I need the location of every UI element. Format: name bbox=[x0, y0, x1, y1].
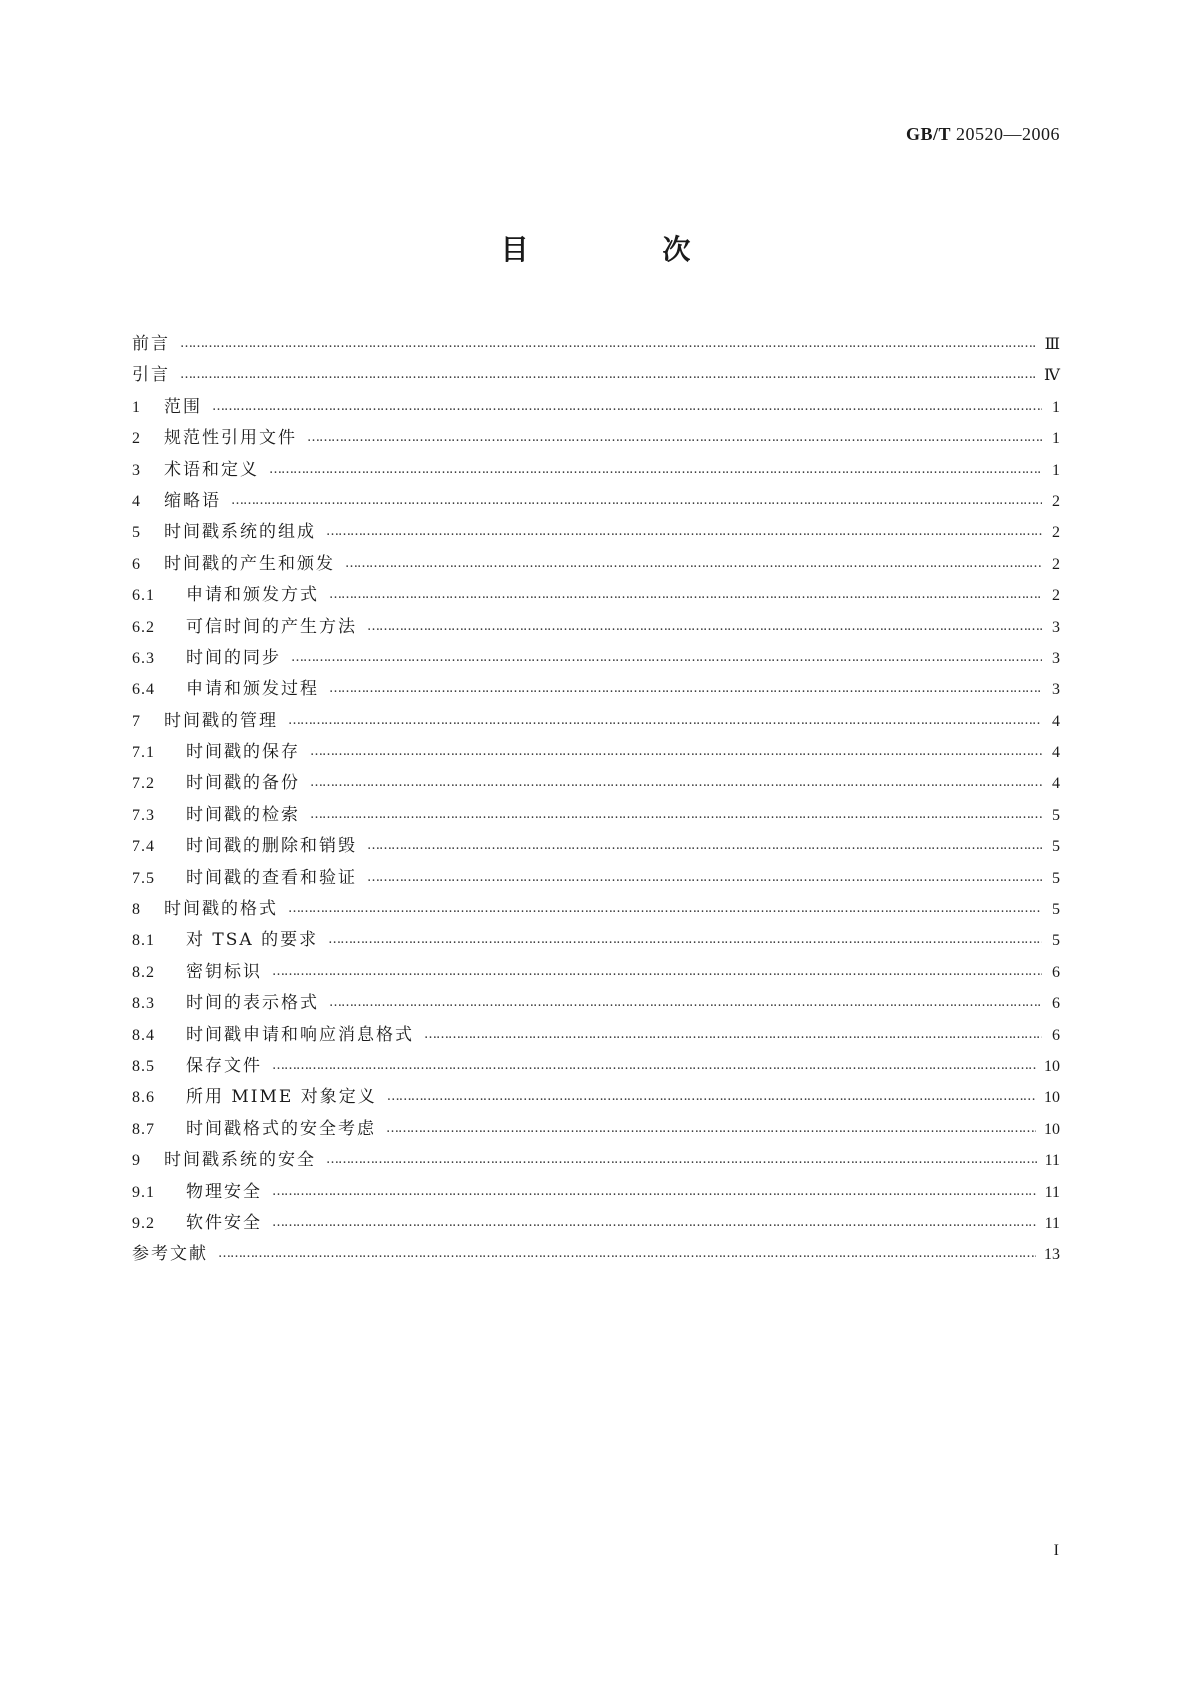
toc-entry[interactable] bbox=[132, 455, 1060, 486]
toc-entry-number: 5 bbox=[132, 524, 141, 542]
toc-dot-leader bbox=[231, 489, 1042, 506]
toc-entry-number: 1 bbox=[132, 398, 141, 416]
toc-entry-page: 10 bbox=[1044, 1057, 1060, 1075]
toc-entry-title: 时间戳的产生和颁发 bbox=[164, 553, 335, 574]
toc-entry[interactable] bbox=[132, 706, 1060, 737]
toc-entry-title: 时间戳的格式 bbox=[164, 899, 278, 920]
toc-entry-page: 1 bbox=[1052, 430, 1060, 448]
toc-entry[interactable] bbox=[132, 831, 1060, 862]
toc-dot-leader bbox=[310, 771, 1042, 788]
toc-entry-title: 软件安全 bbox=[186, 1212, 262, 1233]
toc-entry-title: 规范性引用文件 bbox=[164, 428, 297, 449]
toc-entry-number: 8.6 bbox=[132, 1089, 155, 1107]
toc-dot-leader bbox=[310, 740, 1042, 757]
toc-dot-leader bbox=[345, 552, 1042, 569]
toc-entry[interactable] bbox=[132, 988, 1060, 1019]
toc-entry-page: 5 bbox=[1052, 869, 1060, 887]
toc-dot-leader bbox=[367, 834, 1042, 851]
toc-entry-number: 9 bbox=[132, 1152, 141, 1170]
toc-dot-leader bbox=[424, 1023, 1042, 1040]
toc-entry-number: 6.3 bbox=[132, 649, 155, 667]
toc-entry-title: 时间戳申请和响应消息格式 bbox=[186, 1024, 414, 1045]
toc-entry-number: 3 bbox=[132, 461, 141, 479]
toc-dot-leader bbox=[212, 395, 1042, 412]
toc-dot-leader bbox=[386, 1117, 1036, 1134]
toc-dot-leader bbox=[291, 646, 1042, 663]
toc-entry-page: 5 bbox=[1052, 838, 1060, 856]
toc-entry[interactable] bbox=[132, 768, 1060, 799]
toc-entry[interactable] bbox=[132, 925, 1060, 956]
toc-entry-number: 4 bbox=[132, 492, 141, 510]
toc-entry-number: 8.7 bbox=[132, 1120, 155, 1138]
toc-entry[interactable] bbox=[132, 360, 1060, 391]
toc-entry-page: 4 bbox=[1052, 712, 1060, 730]
toc-entry-page: Ⅳ bbox=[1044, 367, 1060, 385]
toc-entry-page: 1 bbox=[1052, 398, 1060, 416]
toc-entry-page: Ⅲ bbox=[1044, 336, 1060, 353]
toc-entry-title: 时间戳的管理 bbox=[164, 710, 278, 731]
toc-dot-leader bbox=[272, 1180, 1037, 1197]
toc-entry-number: 7.1 bbox=[132, 744, 155, 762]
toc-entry[interactable] bbox=[132, 1051, 1060, 1082]
toc-dot-leader bbox=[329, 991, 1042, 1008]
toc-entry-page: 5 bbox=[1052, 901, 1060, 919]
toc-dot-leader bbox=[326, 1148, 1037, 1165]
toc-entry-title: 申请和颁发过程 bbox=[186, 679, 319, 700]
toc-entry-title: 时间戳系统的组成 bbox=[164, 522, 316, 543]
standard-number: 20520—2006 bbox=[956, 124, 1060, 144]
toc-entry[interactable] bbox=[132, 800, 1060, 831]
toc-entry[interactable] bbox=[132, 392, 1060, 423]
toc-entry[interactable] bbox=[132, 612, 1060, 643]
toc-entry[interactable] bbox=[132, 643, 1060, 674]
toc-dot-leader bbox=[329, 677, 1042, 694]
toc-entry-page: 4 bbox=[1052, 775, 1060, 793]
toc-entry[interactable] bbox=[132, 957, 1060, 988]
toc-entry-page: 11 bbox=[1044, 1152, 1060, 1170]
toc-entry-title: 时间戳格式的安全考虑 bbox=[186, 1118, 376, 1139]
toc-entry-number: 7.3 bbox=[132, 806, 155, 824]
toc-entry-title: 保存文件 bbox=[186, 1055, 262, 1076]
toc-dot-leader bbox=[307, 426, 1042, 443]
toc-entry-title: 时间戳的删除和销毁 bbox=[186, 836, 357, 857]
toc-entry[interactable] bbox=[132, 549, 1060, 580]
toc-entry-page: 6 bbox=[1052, 1026, 1060, 1044]
toc-entry[interactable] bbox=[132, 1020, 1060, 1051]
toc-entry-title: 时间戳的备份 bbox=[186, 773, 300, 794]
toc-dot-leader bbox=[288, 709, 1042, 726]
toc-entry-page: 3 bbox=[1052, 649, 1060, 667]
toc-entry-page: 3 bbox=[1052, 681, 1060, 699]
toc-entry-title: 密钥标识 bbox=[186, 961, 262, 982]
toc-dot-leader bbox=[310, 803, 1042, 820]
toc-entry-page: 6 bbox=[1052, 963, 1060, 981]
toc-entry-title: 所用 MIME 对象定义 bbox=[186, 1087, 377, 1108]
toc-entry-number: 8 bbox=[132, 901, 141, 919]
toc-entry[interactable] bbox=[132, 1145, 1060, 1176]
toc-dot-leader bbox=[367, 615, 1042, 632]
toc-entry[interactable] bbox=[132, 737, 1060, 768]
toc-entry-number: 7 bbox=[132, 712, 141, 730]
toc-entry-page: 2 bbox=[1052, 555, 1060, 573]
toc-dot-leader bbox=[272, 960, 1042, 977]
toc-entry-page: 5 bbox=[1052, 932, 1060, 950]
toc-entry-page: 13 bbox=[1044, 1246, 1060, 1264]
toc-entry[interactable] bbox=[132, 517, 1060, 548]
table-of-contents bbox=[132, 329, 1060, 1271]
toc-entry-title: 前言 bbox=[132, 334, 170, 354]
toc-entry-title: 引言 bbox=[132, 365, 170, 386]
toc-entry-number: 9.1 bbox=[132, 1183, 155, 1201]
toc-entry[interactable] bbox=[132, 1114, 1060, 1145]
toc-entry-page: 6 bbox=[1052, 995, 1060, 1013]
toc-entry-number: 7.5 bbox=[132, 869, 155, 887]
toc-entry-number: 8.1 bbox=[132, 932, 155, 950]
toc-dot-leader bbox=[326, 520, 1042, 537]
standard-prefix: GB/T bbox=[905, 124, 951, 144]
toc-entry-page: 11 bbox=[1044, 1183, 1060, 1201]
page-number: I bbox=[1053, 1542, 1059, 1559]
toc-entry[interactable] bbox=[132, 1239, 1060, 1270]
toc-dot-leader bbox=[367, 866, 1042, 883]
toc-dot-leader bbox=[288, 897, 1042, 914]
toc-entry-number: 8.4 bbox=[132, 1026, 155, 1044]
toc-entry-title: 时间戳的查看和验证 bbox=[186, 867, 357, 888]
toc-dot-leader bbox=[269, 458, 1042, 475]
toc-entry-title: 可信时间的产生方法 bbox=[186, 616, 357, 637]
toc-entry-title: 缩略语 bbox=[164, 490, 221, 511]
toc-entry[interactable] bbox=[132, 1177, 1060, 1208]
toc-dot-leader bbox=[272, 1211, 1037, 1228]
toc-entry[interactable] bbox=[132, 486, 1060, 517]
toc-entry-page: 2 bbox=[1052, 492, 1060, 510]
toc-entry-number: 2 bbox=[132, 430, 141, 448]
toc-entry-number: 6.1 bbox=[132, 587, 155, 605]
toc-entry-page: 11 bbox=[1044, 1214, 1060, 1232]
toc-entry-title: 范围 bbox=[164, 396, 202, 417]
toc-dot-leader bbox=[272, 1054, 1036, 1071]
toc-entry-page: 1 bbox=[1052, 461, 1060, 479]
toc-entry-page: 10 bbox=[1044, 1089, 1060, 1107]
toc-entry-number: 6.2 bbox=[132, 618, 155, 636]
toc-entry-title: 时间的表示格式 bbox=[186, 993, 319, 1014]
toc-dot-leader bbox=[180, 332, 1037, 349]
toc-entry[interactable] bbox=[132, 423, 1060, 454]
page-title: 目 次 bbox=[500, 233, 753, 266]
toc-entry-title: 时间的同步 bbox=[186, 647, 281, 668]
toc-entry-title: 对 TSA 的要求 bbox=[186, 930, 319, 951]
toc-entry-title: 时间戳的检索 bbox=[186, 804, 300, 825]
toc-entry[interactable] bbox=[132, 674, 1060, 705]
toc-entry-title: 时间戳的保存 bbox=[186, 742, 300, 763]
toc-dot-leader bbox=[329, 583, 1042, 600]
toc-entry[interactable] bbox=[132, 580, 1060, 611]
toc-entry-title: 参考文献 bbox=[132, 1244, 208, 1265]
toc-entry-number: 8.2 bbox=[132, 963, 155, 981]
toc-entry-number: 6.4 bbox=[132, 681, 155, 699]
toc-entry[interactable] bbox=[132, 863, 1060, 894]
toc-dot-leader bbox=[218, 1242, 1036, 1259]
toc-entry-page: 4 bbox=[1052, 744, 1060, 762]
toc-dot-leader bbox=[328, 928, 1042, 945]
toc-dot-leader bbox=[387, 1085, 1036, 1102]
toc-entry[interactable] bbox=[132, 894, 1060, 925]
standard-code bbox=[906, 124, 1060, 145]
toc-entry-title: 申请和颁发方式 bbox=[186, 585, 319, 606]
toc-entry-number: 7.2 bbox=[132, 775, 155, 793]
toc-entry[interactable] bbox=[132, 1082, 1060, 1113]
toc-entry-page: 10 bbox=[1044, 1120, 1060, 1138]
toc-entry-number: 8.3 bbox=[132, 995, 155, 1013]
toc-entry-page: 5 bbox=[1052, 806, 1060, 824]
toc-entry-title: 术语和定义 bbox=[164, 459, 259, 480]
toc-dot-leader bbox=[180, 363, 1036, 380]
toc-entry-page: 2 bbox=[1052, 587, 1060, 605]
toc-entry[interactable] bbox=[132, 329, 1060, 360]
toc-entry-title: 物理安全 bbox=[186, 1181, 262, 1202]
toc-entry-page: 3 bbox=[1052, 618, 1060, 636]
toc-entry-number: 9.2 bbox=[132, 1214, 155, 1232]
toc-entry-page: 2 bbox=[1052, 524, 1060, 542]
toc-entry-number: 8.5 bbox=[132, 1057, 155, 1075]
toc-entry[interactable] bbox=[132, 1208, 1060, 1239]
toc-entry-title: 时间戳系统的安全 bbox=[164, 1150, 316, 1171]
toc-entry-number: 7.4 bbox=[132, 838, 155, 856]
toc-entry-number: 6 bbox=[132, 555, 141, 573]
